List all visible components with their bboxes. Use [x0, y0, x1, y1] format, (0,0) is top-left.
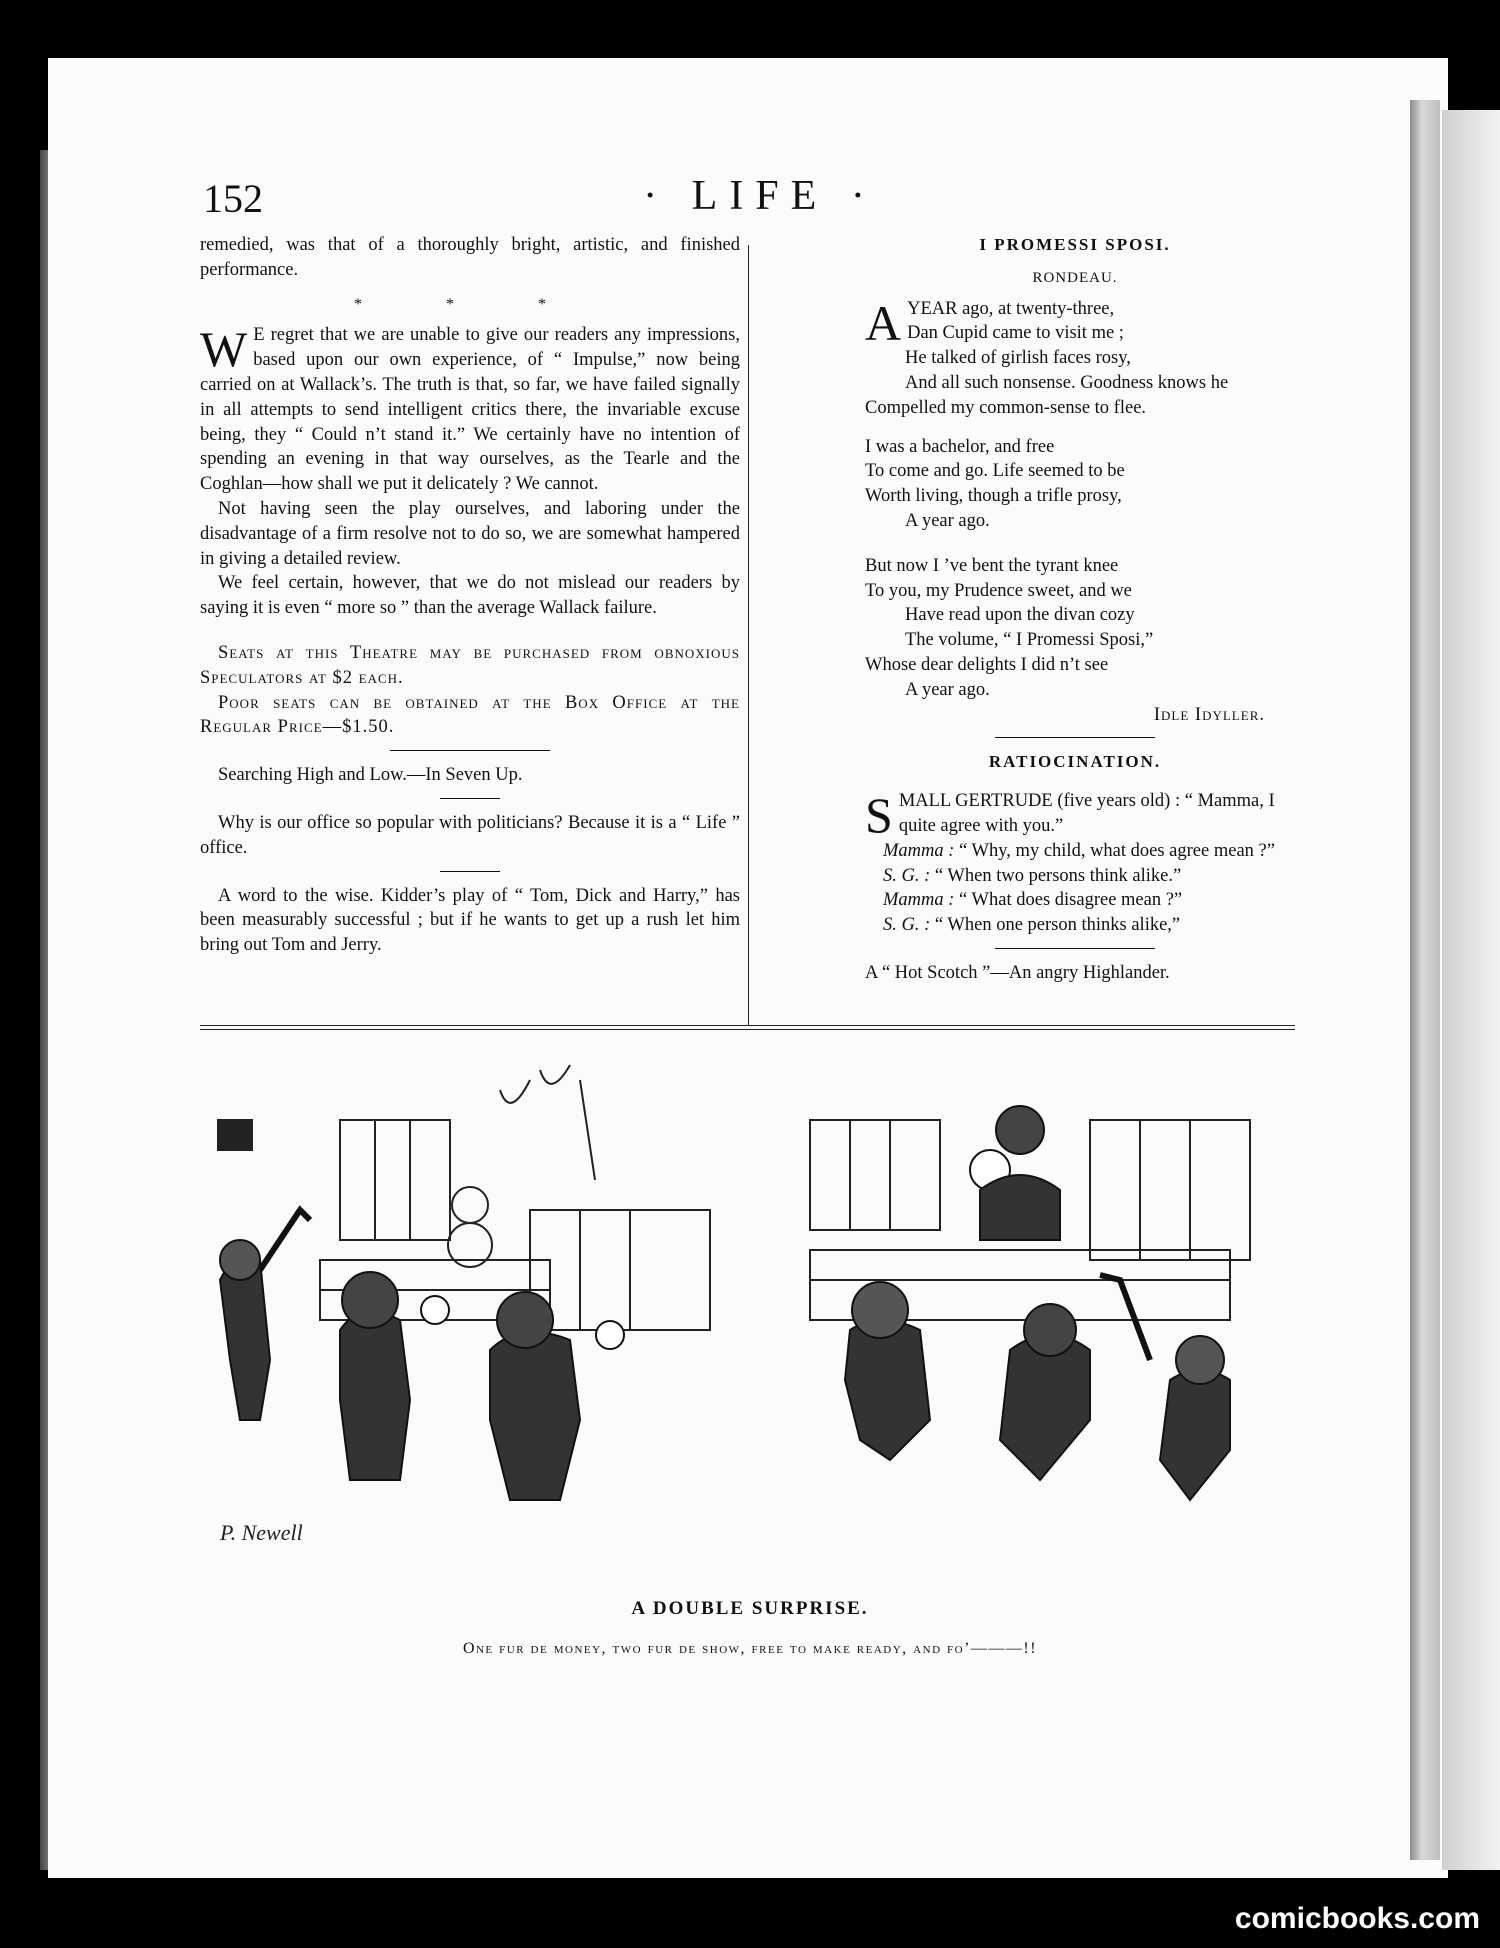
- speaker: Mamma :: [883, 840, 955, 861]
- paragraph-impulse: [200, 323, 740, 497]
- poem-line: But now I ’ve bent the tyrant knee: [865, 555, 1119, 576]
- poem-stanza-2: [865, 435, 1285, 534]
- poem-line: Compelled my common-sense to flee.: [865, 397, 1147, 418]
- poem-line: He talked of girlish faces rosy,: [905, 348, 1131, 369]
- dialogue-text: “ What does disagree mean ?”: [959, 890, 1183, 911]
- paragraph: Not having seen the play ourselves, and laboring under the disadvantage of a firm resolve not to do so, we are somewhat hampered in giving a detailed review.: [200, 498, 740, 569]
- drop-cap: W: [200, 321, 248, 378]
- dialogue-line: [883, 913, 1285, 938]
- dialogue-line: [883, 839, 1285, 864]
- poem-line: Dan Cupid came to visit me ;: [907, 323, 1124, 344]
- notice-poor-seats: Poor seats can be obtained at the Box Office at the Regular Price—$1.50.: [200, 692, 740, 738]
- poem-subtitle: RONDEAU.: [1032, 269, 1118, 286]
- poem-line: A year ago.: [905, 679, 990, 700]
- drop-cap: A: [865, 294, 902, 351]
- dialogue-intro: [865, 787, 1285, 844]
- dialogue-text: “ When one person thinks alike,”: [934, 915, 1181, 936]
- speaker: S. G. :: [883, 915, 931, 936]
- drop-cap: S: [865, 787, 893, 844]
- right-column: [865, 233, 1285, 986]
- poem-title: I PROMESSI SPOSI.: [979, 235, 1171, 254]
- poem-line: To you, my Prudence sweet, and we: [865, 580, 1132, 601]
- divider: [440, 871, 500, 872]
- page-edge: [1410, 100, 1440, 1860]
- paragraph: remedied, was that of a thoroughly bright, artistic, and finished performance.: [200, 235, 740, 280]
- dialogue-text: “ When two persons think alike.”: [934, 865, 1182, 886]
- poem-line: YEAR ago, at twenty-three,: [907, 298, 1115, 319]
- section-divider: [200, 1025, 1295, 1030]
- dialogue-text: MALL GERTRUDE (five years old) : “ Mamma, I quite agree with you.”: [898, 791, 1275, 836]
- joke-politicians: Why is our office so popular with politicians? Because it is a “ Life ” office.: [200, 812, 740, 858]
- poem-line: And all such nonsense. Goodness knows he: [905, 372, 1229, 393]
- joke-word-to-wise: A word to the wise. Kidder’s play of “ Tom, Dick and Harry,” has been measurably successful ; but if he wants to get up a rush let him bring out Tom and Jerry.: [200, 885, 740, 956]
- poem-line: Have read upon the divan cozy: [905, 605, 1135, 626]
- dialogue-line: [883, 888, 1285, 913]
- watermark-logo: comicbooks.com: [1234, 1902, 1480, 1935]
- column-divider: [748, 245, 749, 1025]
- notice-seats: Seats at this Theatre may be purchased from obnoxious Speculators at $2 each.: [200, 642, 740, 688]
- masthead: · LIFE ·: [643, 173, 877, 219]
- cartoon-caption: One fur de money, two fur de show, free to make ready, and fo’———!!: [462, 1640, 1038, 1657]
- poem-line: I was a bachelor, and free: [865, 436, 1055, 457]
- next-page-strip: [1442, 110, 1500, 1870]
- divider: [390, 750, 550, 751]
- page-number: 152: [203, 176, 263, 221]
- divider: [995, 737, 1155, 738]
- poem-line: To come and go. Life seemed to be: [865, 461, 1125, 482]
- cartoon-panel-right: [790, 1060, 1290, 1560]
- divider: [440, 798, 500, 799]
- poem-line: Whose dear delights I did n’t see: [865, 654, 1109, 675]
- poem-line: The volume, “ I Promessi Sposi,”: [905, 630, 1154, 651]
- speaker: S. G. :: [883, 865, 931, 886]
- speaker: Mamma :: [883, 890, 955, 911]
- paragraph: We feel certain, however, that we do not mislead our readers by saying it is even “ more so ” than the average Wallack failure.: [200, 573, 740, 619]
- poem-line: Worth living, though a trifle prosy,: [865, 486, 1122, 507]
- joke-searching: Searching High and Low.—In Seven Up.: [218, 765, 523, 786]
- dialogue-line: [883, 864, 1285, 889]
- poem-stanza-3: [865, 554, 1285, 703]
- cartoon-title: A DOUBLE SURPRISE.: [631, 1598, 869, 1619]
- divider: [995, 948, 1155, 949]
- poem-line: A year ago.: [905, 510, 990, 531]
- poem-stanza-1: [865, 294, 1285, 421]
- poem-signature: Idle Idyller.: [1153, 704, 1265, 725]
- section-stars: * * *: [354, 295, 586, 313]
- left-column: [200, 233, 740, 958]
- ratiocination-title: RATIOCINATION.: [988, 752, 1162, 772]
- cartoon-panel-left: [200, 1060, 720, 1560]
- artist-signature: P. Newell: [220, 1520, 303, 1545]
- dialogue-text: “ Why, my child, what does agree mean ?”: [959, 840, 1275, 861]
- paragraph-text: E regret that we are unable to give our readers any impressions, based upon our own experience, of “ Impulse,” now being carried on at Wallack’s. The truth is that, so far, we have failed signally in all attempts to send intelligent critics there, the invariable excuse being, they “ Could n’t stand it.” We certainly have no intention of spending an evening in that way ourselves, as the Tearle and the Coghlan—how shall we put it delicately ? We cannot.: [200, 325, 740, 495]
- joke-hot-scotch: A “ Hot Scotch ”—An angry Highlander.: [865, 962, 1170, 983]
